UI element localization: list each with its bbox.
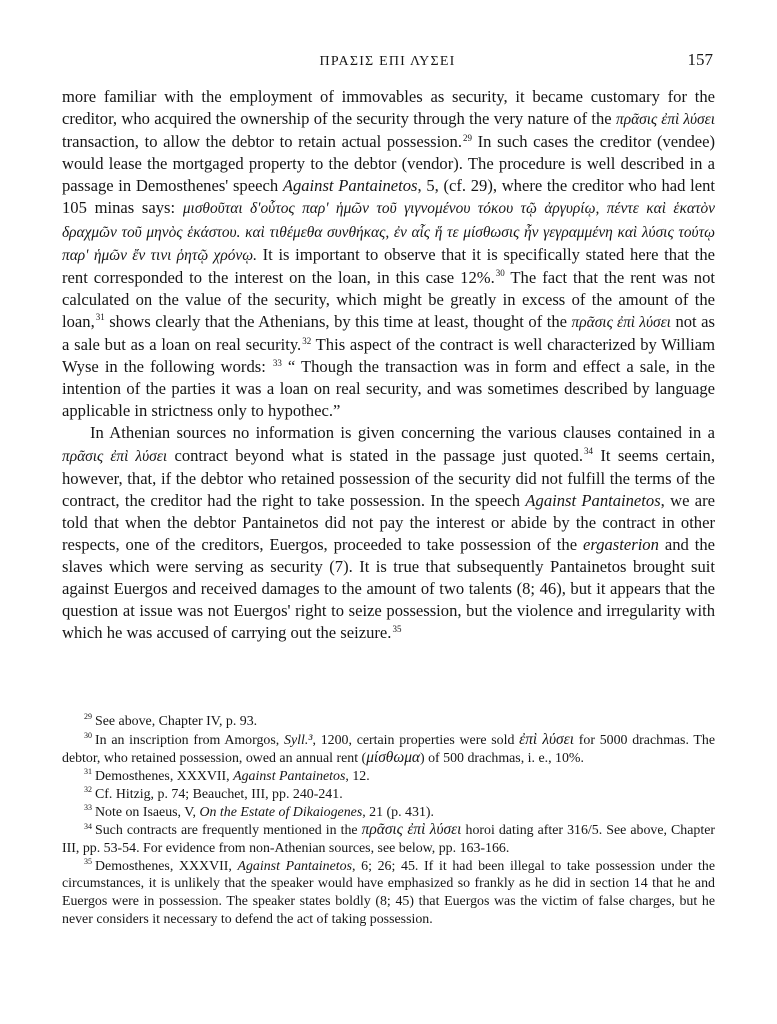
- greek-quotation: μισθοῦται δ'οὗτος παρ' ἡμῶν τοῦ γιγνομένου τόκου τῷ ἀργυρίῳ, πέντε καὶ ἑκατὸν δραχμῶν τοῦ μηνὸς ἑκάστου. καὶ τιθέμεθα συνθήκας, ἐν αἷς ἥ τε μίσθωσις ἦν γεγραμμένη καὶ λύσις τούτῳ παρ' ἡμῶν ἔν τινι ῥητῷ χρόνῳ.: [62, 200, 715, 264]
- footnote-32: $^{32}$ Cf. Hitzig, p. 74; Beauchet, III, pp. 240-241.: [84, 785, 343, 802]
- greek-term: πρᾶσις ἐπὶ λύσει: [571, 313, 671, 331]
- work-title: Against Pantainetos: [282, 176, 418, 196]
- main-text: [62, 86, 715, 644]
- page-number: 157: [687, 50, 713, 69]
- paragraph-1: more familiar with the employment of immovables as security, it became customary for the creditor, who acquired the ownership of the security through the very nature of the πρᾶσις ἐπὶ λύσει transaction, to allow the debtor to retain actual possession.$^{29}$ In such cases the creditor (vendee) would lease the mortgaged property to the debtor (vendor). The procedure is well described in a passage in Demosthenes' speech Against Pantainetos, 5, (cf. 29), where the creditor who had lent 105 minas says: μισθοῦται δ'οὗτος παρ' ἡμῶν τοῦ γιγνομένου τόκου τῷ ἀργυρίῳ, πέντε καὶ ἑκατὸν δραχμῶν τοῦ μηνὸς ἑκάστου. καὶ τιθέμεθα συνθήκας, ἐν αἷς ἥ τε μίσθωσις ἦν γεγραμμένη καὶ λύσις τούτῳ παρ' ἡμῶν ἔν τινι ῥητῷ χρόνῳ. It is important to observe that it is specifically stated here that the rent corresponded to the interest on the loan, in this case 12%.$^{30}$ The fact that the rent was not calculated on the value of the security, which might be greatly in excess of the amount of the loan,$^{31}$ shows clearly that the Athenians, by this time at least, thought of the πρᾶσις ἐπὶ λύσει not as a sale but as a loan on real security.$^{32}$ This aspect of the contract is well characterized by William Wyse in the following words: $^{33}$ “ Though the transaction was in form and effect a sale, in the intention of the parties it was a loan on real security, and was sometimes described by language applicable in strictness only to hypothec.”: [62, 87, 716, 421]
- footnote-33: $^{33}$ Note on Isaeus, V, On the Estate of Dikaiogenes, 21 (p. 431).: [84, 802, 434, 820]
- running-title: ΠΡΑΣΙΣ ΕΠΙ ΛΥΣΕΙ: [319, 54, 456, 69]
- work-title: Against Pantainetos: [525, 490, 661, 510]
- footnote-ref-35[interactable]: 35: [392, 623, 402, 634]
- greek-term: πρᾶσις ἐπὶ λύσει: [62, 447, 168, 465]
- ergasterion-term: ergasterion: [583, 534, 659, 554]
- footnote-ref-29[interactable]: 29: [462, 132, 472, 143]
- footnotes: [62, 713, 715, 928]
- greek-term: πρᾶσις ἐπὶ λύσει: [615, 111, 715, 129]
- paragraph-2: In Athenian sources no information is given concerning the various clauses contained in a πρᾶσις ἐπὶ λύσει contract beyond what is stated in the passage just quoted.$^{34}$ It seems certain, however, that, if the debtor who retained possession of the security did not fulfill the terms of the contract, the creditor had the right to take possession. In the speech Against Pantainetos, we are told that when the debtor Pantainetos did not pay the interest or abide by the contract in other respects, one of the creditors, Euergos, proceeded to take possession of the ergasterion and the slaves which were serving as security (7). It is true that subsequently Pantainetos brought suit against Euergos and received damages to the amount of two talents (8; 46), but it appears that the question at issue was not Euergos' right to seize possession, but the violence and irregularity with which he was accused of carrying out the seizure.$^{35}$: [62, 423, 716, 643]
- footnote-ref-33[interactable]: 33: [272, 357, 282, 368]
- running-head: [62, 50, 713, 74]
- footnote-29: $^{29}$ See above, Chapter IV, p. 93.: [84, 712, 258, 729]
- footnote-ref-32[interactable]: 32: [302, 335, 312, 346]
- footnote-ref-31[interactable]: 31: [95, 312, 105, 323]
- footnote-ref-34[interactable]: 34: [583, 445, 593, 456]
- footnote-34: $^{34}$ Such contracts are frequently mentioned in the πρᾶσις ἐπὶ λύσει horoi dating after 316/5. See above, Chapter III, pp. 53-54. For evidence from non-Athenian sources, see below, pp. 163-166.: [62, 821, 715, 856]
- footnote-30: $^{30}$ In an inscription from Amorgos, Syll.³, 1200, certain properties were sold ἐπὶ λύσει for 5000 drachmas. The debtor, who retained possession, owed an annual rent (μίσθωμα) of 500 drachmas, i. e., 10%.: [62, 730, 716, 767]
- footnote-31: $^{31}$ Demosthenes, XXXVII, Against Pantainetos, 12.: [84, 767, 370, 785]
- footnote-35: $^{35}$ Demosthenes, XXXVII, Against Pantainetos, 6; 26; 45. If it had been illegal to take possession under the circumstances, it is unlikely that the speaker would have emphasized so frankly as he did in section 14 that he and Euergos were in possession. The speaker states boldly (8; 45) that Euergos was the victim of false charges, but he never considers it necessary to defend the act of taking possession.: [62, 857, 715, 927]
- footnote-ref-30[interactable]: 30: [495, 268, 505, 279]
